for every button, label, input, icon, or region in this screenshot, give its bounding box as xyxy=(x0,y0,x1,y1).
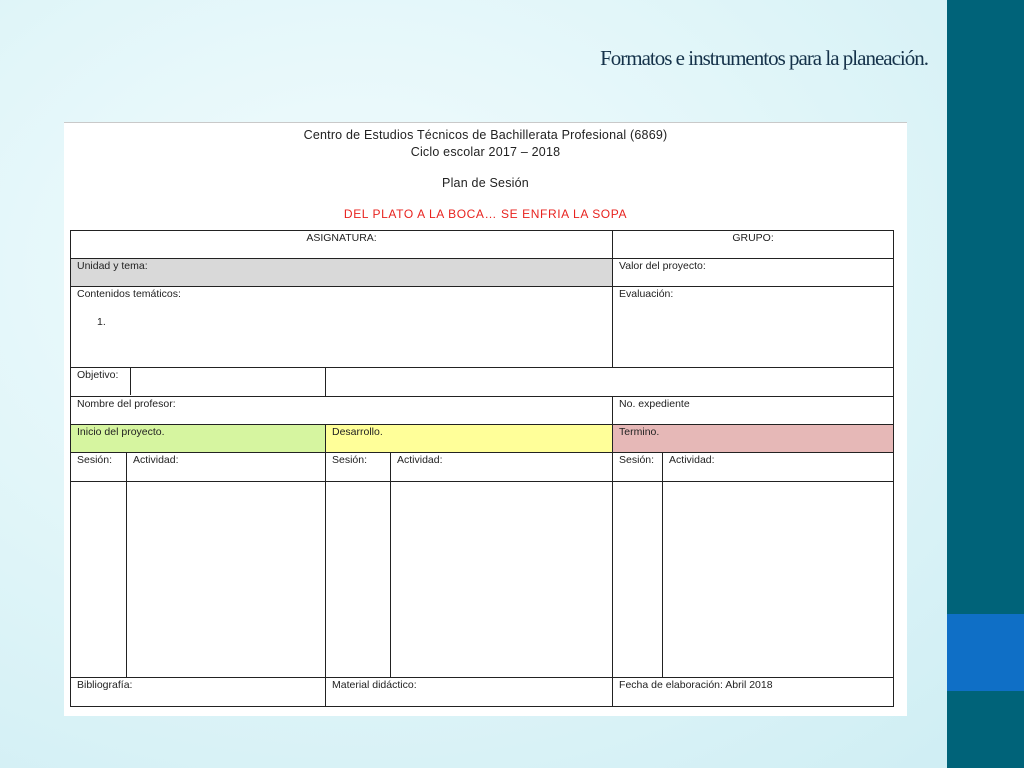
material-label: Material didáctico: xyxy=(326,678,613,707)
actividad-label-3: Actividad: xyxy=(663,453,894,482)
sesion-cell-1 xyxy=(71,482,127,678)
actividad-label-1: Actividad: xyxy=(127,453,326,482)
school-cycle: Ciclo escolar 2017 – 2018 xyxy=(410,145,561,159)
actividad-cell-1 xyxy=(127,482,326,678)
slide-title: Formatos e instrumentos para la planeación. xyxy=(600,46,928,70)
actividad-cell-3 xyxy=(663,482,894,678)
contenidos-cell xyxy=(71,287,613,368)
asignatura-label: ASIGNATURA: xyxy=(71,231,613,259)
plan-title: Plan de Sesión xyxy=(442,176,529,190)
actividad-cell-2 xyxy=(391,482,613,678)
sesion-cell-3 xyxy=(613,482,663,678)
objetivo-row xyxy=(71,368,326,397)
contenidos-label: Contenidos temáticos: xyxy=(77,288,181,300)
actividad-label-2: Actividad: xyxy=(391,453,613,482)
sesion-label-2: Sesión: xyxy=(326,453,391,482)
sesion-label-1: Sesión: xyxy=(71,453,127,482)
sesion-cell-2 xyxy=(326,482,391,678)
school-name: Centro de Estudios Técnicos de Bachillerata Profesional (6869) xyxy=(303,128,668,142)
objetivo-label: Objetivo: xyxy=(71,368,131,395)
profesor-label: Nombre del profesor: xyxy=(71,397,613,425)
contenidos-item: 1. xyxy=(97,316,106,328)
objetivo-value xyxy=(326,368,894,397)
evaluacion-label: Evaluación: xyxy=(613,287,894,368)
bibliografia-label: Bibliografía: xyxy=(71,678,326,707)
document-image xyxy=(64,122,907,716)
project-title: DEL PLATO A LA BOCA… SE ENFRIA LA SOPA xyxy=(343,207,628,221)
termino-label: Termino. xyxy=(613,425,894,453)
unidad-tema-label: Unidad y tema: xyxy=(71,259,613,287)
fecha-label: Fecha de elaboración: Abril 2018 xyxy=(613,678,894,707)
desarrollo-label: Desarrollo. xyxy=(326,425,613,453)
session-plan-table xyxy=(70,230,894,707)
right-accent-block xyxy=(947,614,1024,691)
inicio-label: Inicio del proyecto. xyxy=(71,425,326,453)
grupo-label: GRUPO: xyxy=(613,231,894,259)
sesion-label-3: Sesión: xyxy=(613,453,663,482)
valor-proyecto-label: Valor del proyecto: xyxy=(613,259,894,287)
expediente-label: No. expediente xyxy=(613,397,894,425)
